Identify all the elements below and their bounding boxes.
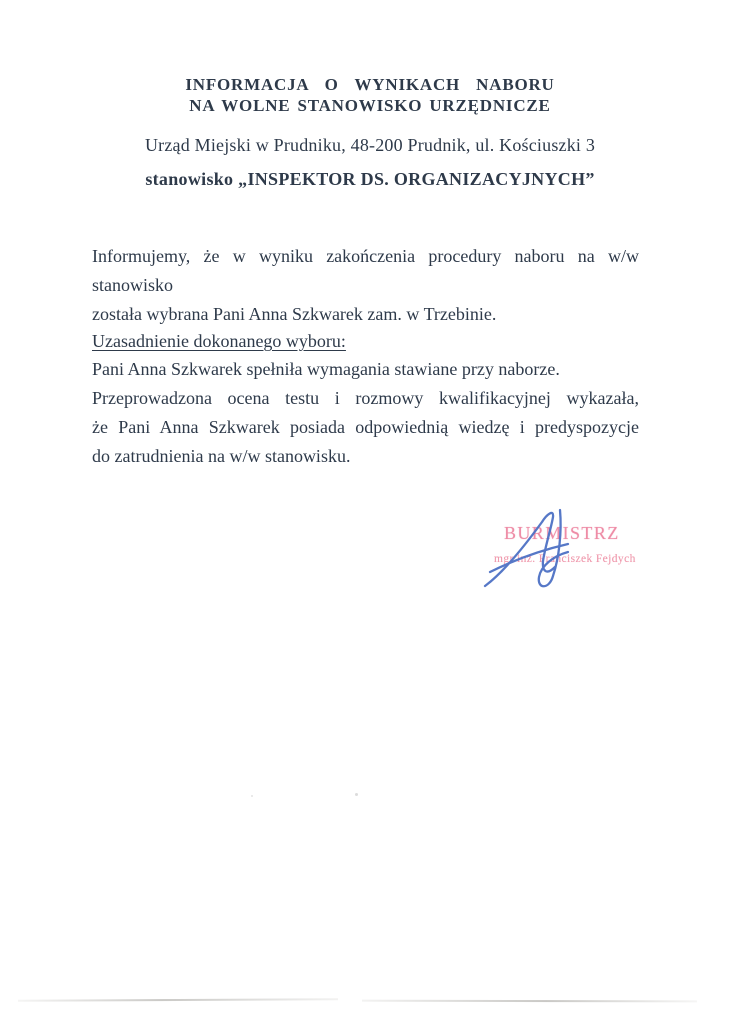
justification-line2: Przeprowadzona ocena testu i rozmowy kwalifikacyjnej wykazała, bbox=[92, 388, 639, 408]
intro-paragraph bbox=[92, 242, 639, 329]
office-address-line: Urząd Miejski w Prudniku, 48-200 Prudnik, ul. Kościuszki 3 bbox=[144, 135, 596, 155]
mayor-stamp-name: mgr inż. Franciszek Fejdych bbox=[494, 553, 636, 565]
justification-line1: Pani Anna Szkwarek spełniła wymagania stawiane przy naborze. bbox=[92, 359, 560, 379]
job-position-line: stanowisko „INSPEKTOR DS. ORGANIZACYJNYCH” bbox=[145, 169, 595, 189]
scan-artifact-speck bbox=[251, 795, 253, 797]
justification-heading: Uzasadnienie dokonanego wyboru: bbox=[92, 331, 346, 351]
document-title-line1: INFORMACJA O WYNIKACH NABORU bbox=[185, 75, 555, 94]
document-title bbox=[0, 74, 740, 116]
intro-paragraph-line1: Informujemy, że w wyniku zakończenia procedury naboru na w/w stanowisko bbox=[92, 246, 639, 295]
justification-line4: do zatrudnienia na w/w stanowisku. bbox=[92, 446, 351, 466]
mayor-stamp-title: BURMISTRZ bbox=[504, 523, 620, 543]
intro-paragraph-line2: została wybrana Pani Anna Szkwarek zam. w Trzebinie. bbox=[92, 304, 497, 324]
justification-line3: że Pani Anna Szkwarek posiada odpowiednią wiedzę i predyspozycje bbox=[92, 417, 639, 437]
justification-paragraph bbox=[92, 355, 639, 471]
document-title-line2: NA WOLNE STANOWISKO URZĘDNICZE bbox=[189, 96, 551, 115]
scan-artifact-speck bbox=[355, 793, 358, 796]
scan-artifact-line-right bbox=[362, 1000, 697, 1003]
handwritten-signature-icon bbox=[476, 498, 584, 596]
scan-artifact-line-left bbox=[18, 998, 338, 1001]
